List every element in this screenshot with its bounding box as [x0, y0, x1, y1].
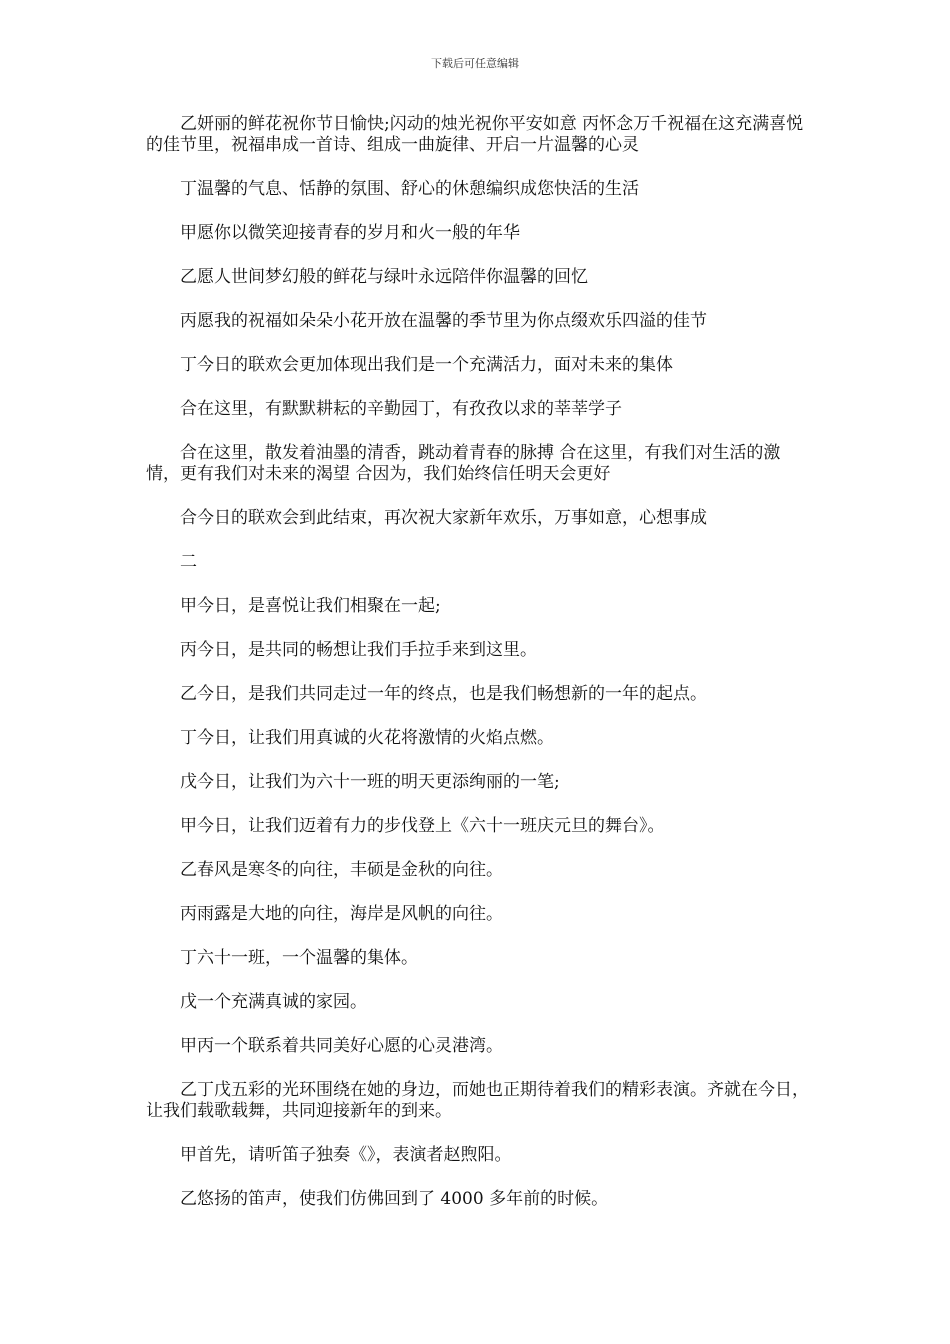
paragraph: 丙今日，是共同的畅想让我们手拉手来到这里。 — [180, 640, 537, 660]
paragraph: 合在这里，散发着油墨的清香，跳动着青春的脉搏 合在这里，有我们对生活的激情，更有我们对未来的渴望 合因为，我们始终信任明天会更好 — [146, 443, 781, 484]
paragraph: 乙丁戊五彩的光环围绕在她的身边，而她也正期待着我们的精彩表演。齐就在今日，让我们载歌载舞，共同迎接新年的到来。 — [146, 1080, 809, 1121]
paragraph: 乙今日，是我们共同走过一年的终点，也是我们畅想新的一年的起点。 — [180, 684, 707, 704]
paragraph: 甲丙一个联系着共同美好心愿的心灵港湾。 — [180, 1036, 503, 1056]
paragraph: 戊今日，让我们为六十一班的明天更添绚丽的一笔; — [180, 772, 560, 792]
paragraph: 乙春风是寒冬的向往，丰硕是金秋的向往。 — [180, 860, 503, 880]
paragraph: 丁今日的联欢会更加体现出我们是一个充满活力，面对未来的集体 — [180, 355, 673, 375]
paragraph: 甲愿你以微笑迎接青春的岁月和火一般的年华 — [180, 223, 520, 243]
paragraph: 合在这里，有默默耕耘的辛勤园丁，有孜孜以求的莘莘学子 — [180, 399, 622, 419]
paragraph: 丙愿我的祝福如朵朵小花开放在温馨的季节里为你点缀欢乐四溢的佳节 — [180, 311, 707, 331]
paragraph: 甲首先，请听笛子独奏《》，表演者赵煦阳。 — [180, 1145, 512, 1165]
paragraph: 合今日的联欢会到此结束，再次祝大家新年欢乐，万事如意，心想事成 — [180, 508, 707, 528]
paragraph: 丁温馨的气息、恬静的氛围、舒心的休憩编织成您快活的生活 — [180, 179, 639, 199]
paragraph: 甲今日，是喜悦让我们相聚在一起; — [180, 596, 441, 616]
paragraph: 乙妍丽的鲜花祝你节日愉快;闪动的烛光祝你平安如意 丙怀念万千祝福在这充满喜悦的佳节里，祝福串成一首诗、组成一曲旋律、开启一片温馨的心灵 — [146, 114, 804, 155]
page-header: 下载后可任意编辑 — [431, 57, 519, 70]
paragraph: 丁六十一班，一个温馨的集体。 — [180, 948, 418, 968]
paragraph: 甲今日，让我们迈着有力的步伐登上《六十一班庆元旦的舞台》。 — [180, 816, 665, 836]
document-body — [146, 114, 810, 1233]
section-number: 二 — [180, 552, 197, 572]
paragraph: 戊一个充满真诚的家园。 — [180, 992, 367, 1012]
paragraph: 乙悠扬的笛声，使我们仿佛回到了 4000 多年前的时候。 — [180, 1189, 609, 1209]
paragraph: 乙愿人世间梦幻般的鲜花与绿叶永远陪伴你温馨的回忆 — [180, 267, 588, 287]
paragraph: 丁今日，让我们用真诚的火花将激情的火焰点燃。 — [180, 728, 554, 748]
paragraph: 丙雨露是大地的向往，海岸是风帆的向往。 — [180, 904, 503, 924]
